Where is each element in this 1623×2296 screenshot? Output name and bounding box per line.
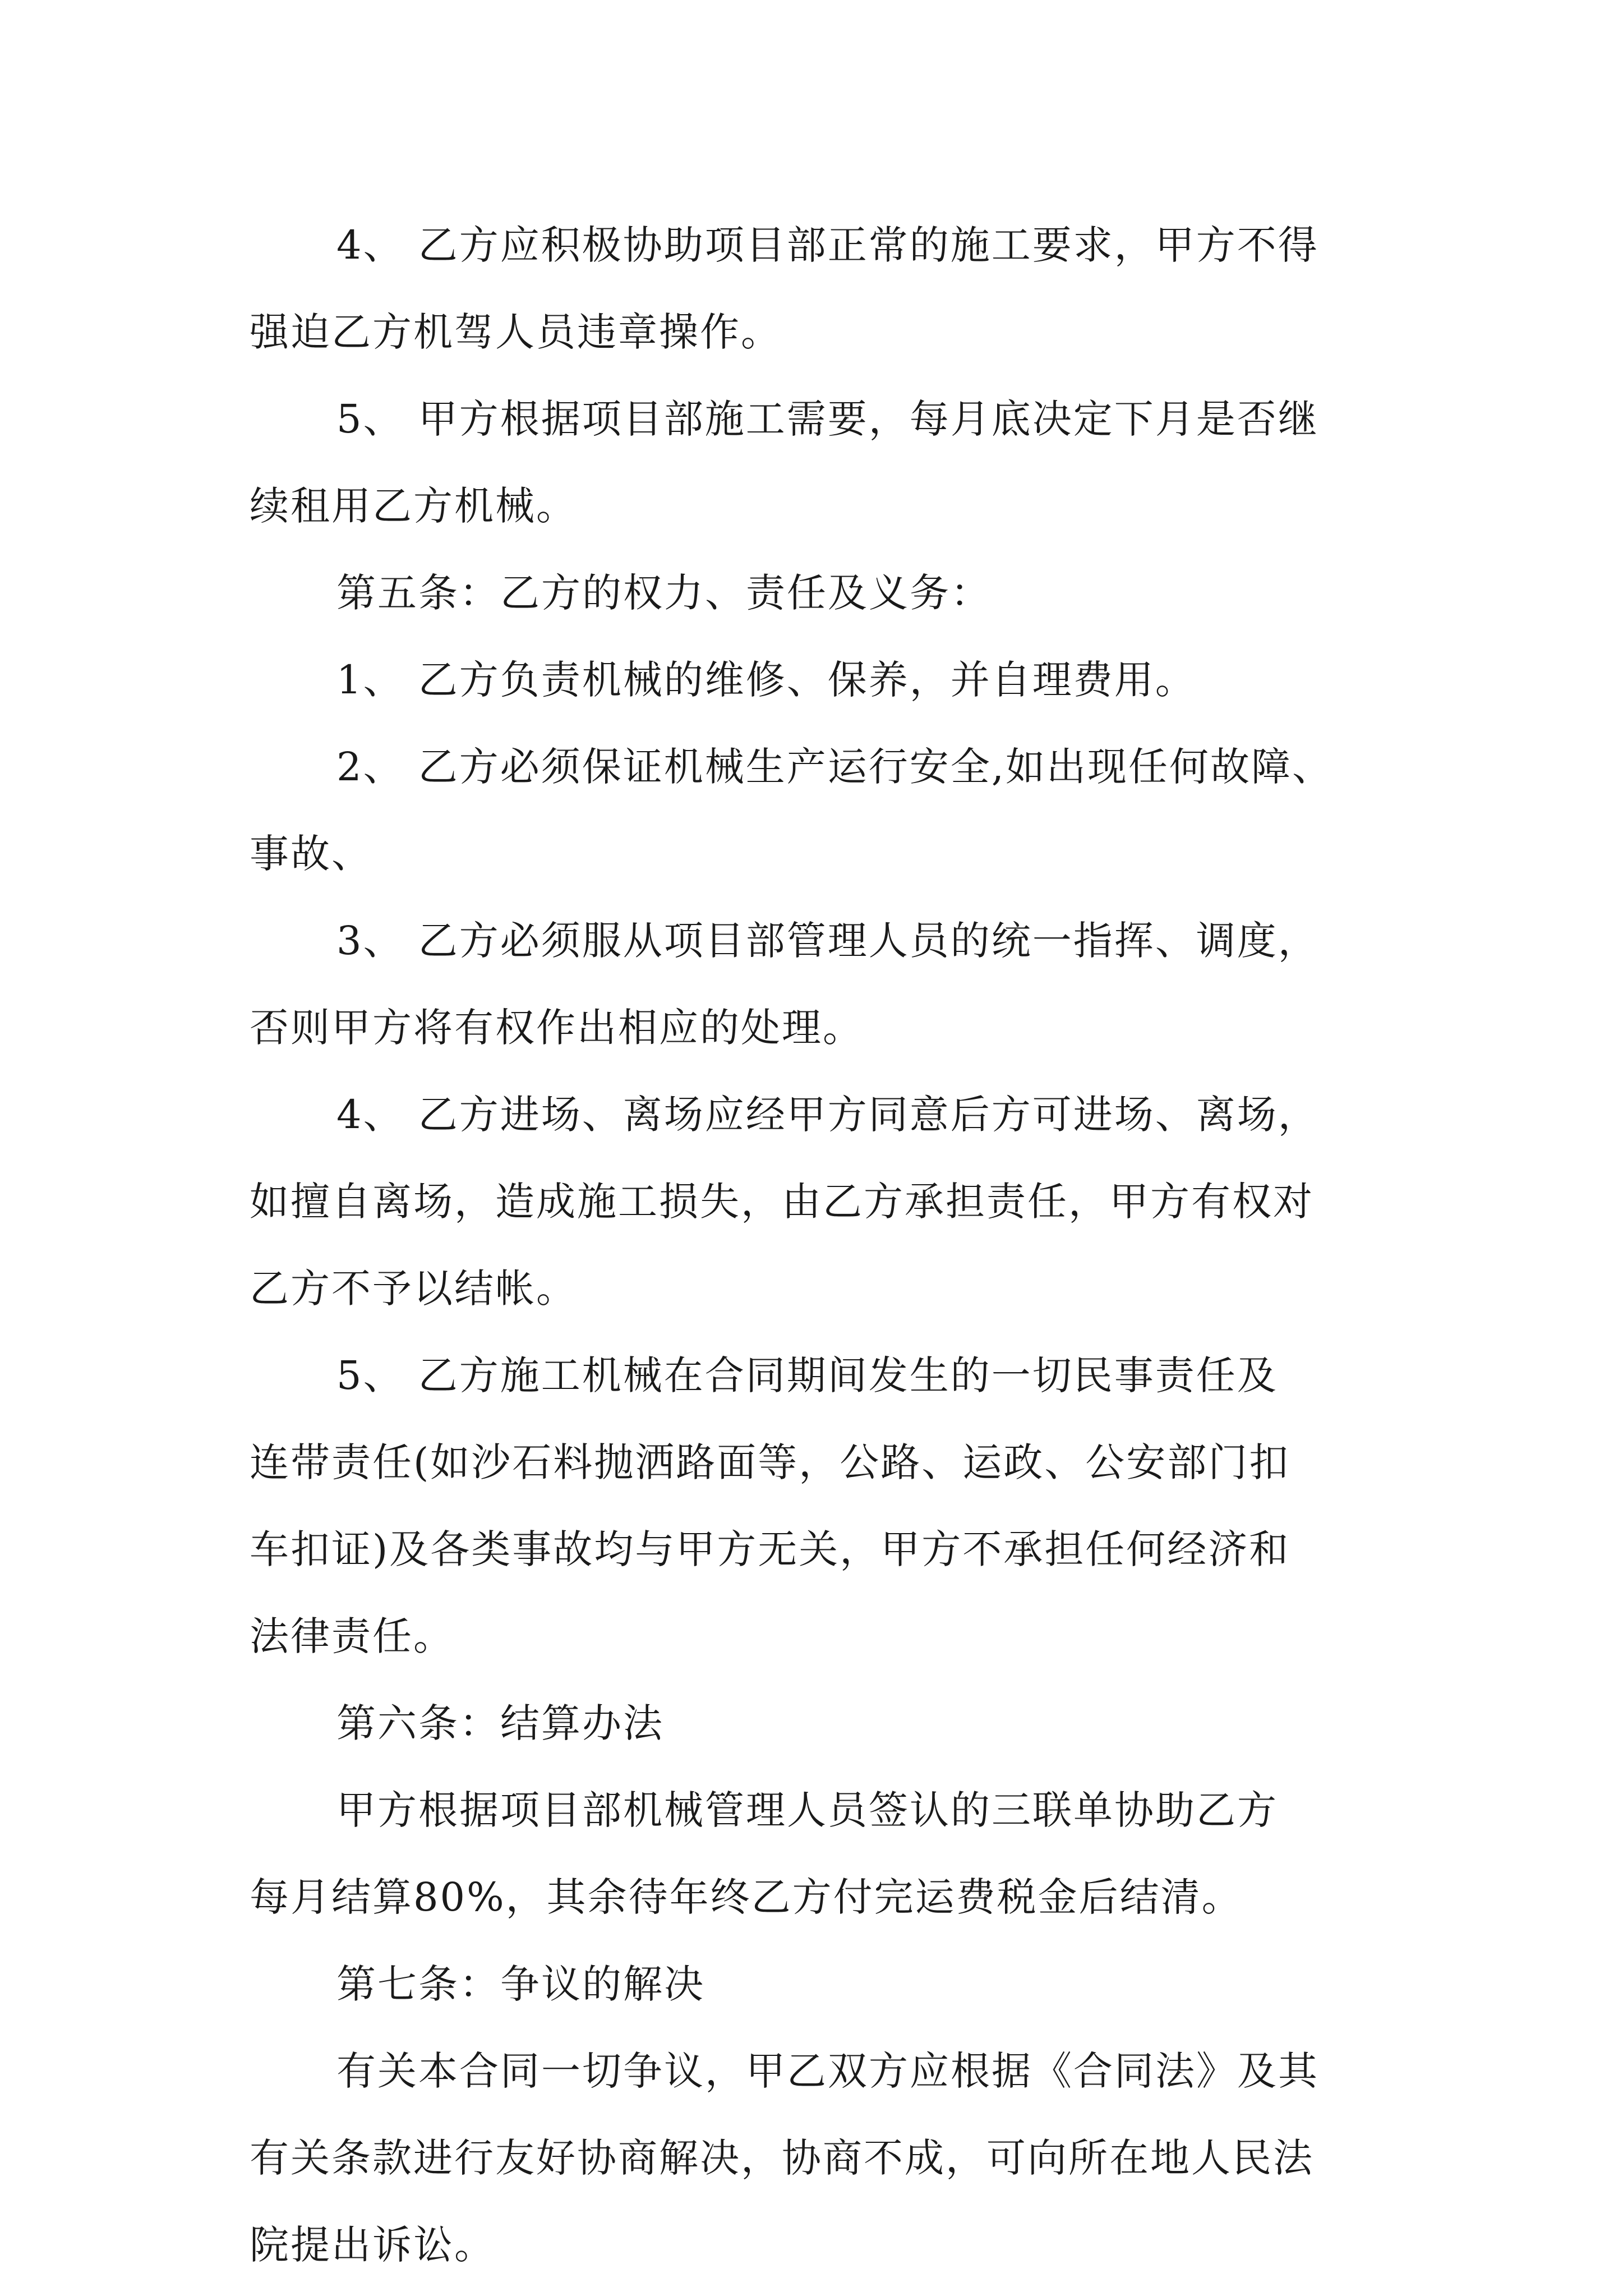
- text-line: 如擅自离场，造成施工损失，由乙方承担责任，甲方有权对: [250, 1179, 1314, 1225]
- section-heading: 第五条：乙方的权力、责任及义务：: [336, 570, 992, 616]
- text-line: 3、 乙方必须服从项目部管理人员的统一指挥、调度，: [336, 918, 1319, 964]
- text-line: 乙方不予以结帐。: [250, 1266, 577, 1312]
- section-heading: 第六条：结算办法: [336, 1700, 664, 1746]
- text-line: 事故、: [250, 831, 372, 877]
- text-line: 4、 乙方进场、离场应经甲方同意后方可进场、离场，: [336, 1092, 1319, 1138]
- text-line: 连带责任(如沙石料抛洒路面等，公路、运政、公安部门扣: [250, 1439, 1290, 1485]
- text-line: 5、 甲方根据项目部施工需要，每月底决定下月是否继: [336, 396, 1319, 442]
- text-line: 4、 乙方应积极协助项目部正常的施工要求，甲方不得: [336, 222, 1319, 268]
- text-line: 续租用乙方机械。: [250, 483, 577, 529]
- text-line: 1、 乙方负责机械的维修、保养，并自理费用。: [336, 657, 1196, 703]
- text-line: 强迫乙方机驾人员违章操作。: [250, 309, 782, 355]
- text-line: 车扣证)及各类事故均与甲方无关，甲方不承担任何经济和: [250, 1526, 1290, 1572]
- text-line: 有关条款进行友好协商解决，协商不成，可向所在地人民法: [250, 2135, 1314, 2181]
- text-line: 5、 乙方施工机械在合同期间发生的一切民事责任及: [336, 1352, 1278, 1398]
- text-line: 法律责任。: [250, 1613, 454, 1659]
- text-line: 2、 乙方必须保证机械生产运行安全,如出现任何故障、: [336, 744, 1334, 790]
- text-line: 院提出诉讼。: [250, 2222, 495, 2268]
- text-line: 每月结算80%，其余待年终乙方付完运费税金后结清。: [250, 1874, 1243, 1920]
- text-line: 甲方根据项目部机械管理人员签认的三联单协助乙方: [336, 1787, 1278, 1833]
- text-line: 否则甲方将有权作出相应的处理。: [250, 1005, 864, 1051]
- section-heading: 第七条：争议的解决: [336, 1961, 705, 2007]
- document-body: [250, 202, 1388, 2289]
- text-line: 有关本合同一切争议，甲乙双方应根据《合同法》及其: [336, 2048, 1319, 2094]
